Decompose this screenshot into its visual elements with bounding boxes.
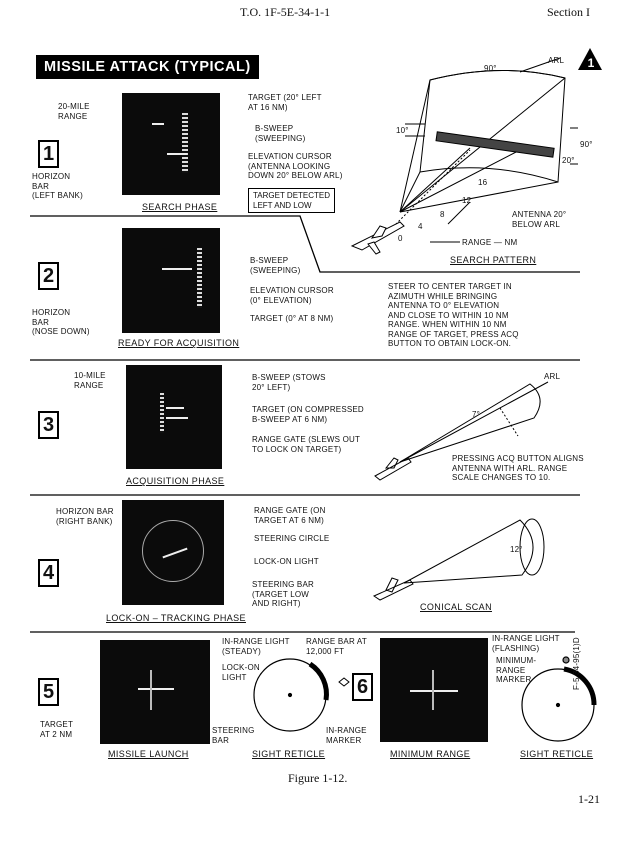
note-ready-acquisition: STEER TO CENTER TARGET IN AZIMUTH WHILE BRINGING ANTENNA TO 0° ELEVATION AND CLOSE TO WITHIN 10 NM RANGE. WHEN WITHIN 10 NM RANGE OF TARGET, PRESS ACQ BUTTON TO OBTAIN LOCK-ON. <box>388 282 519 348</box>
conical-scan-cone <box>374 519 544 600</box>
caption-minimum-range: MINIMUM RANGE <box>390 749 471 759</box>
label-range-gate-3: RANGE GATE (SLEWS OUT TO LOCK ON TARGET) <box>252 435 361 454</box>
doc-number: T.O. 1F-5E-34-1-1 <box>240 5 331 19</box>
label-bsweep-2: B-SWEEP (SWEEPING) <box>250 256 301 275</box>
label-target-3: TARGET (ON COMPRESSED B-SWEEP AT 6 NM) <box>252 405 364 424</box>
radar-screen-6 <box>380 638 488 742</box>
caption-acquisition-phase: ACQUISITION PHASE <box>126 476 225 486</box>
caption-conical-scan: CONICAL SCAN <box>420 602 492 612</box>
label-elevation-cursor-2: ELEVATION CURSOR (0° ELEVATION) <box>250 286 334 305</box>
aircraft-icon-1 <box>352 222 404 254</box>
label-angle-7: 7° <box>472 410 481 419</box>
step-number-4: 4 <box>38 559 59 587</box>
range-tick-4: 4 <box>418 222 423 231</box>
range-tick-0: 0 <box>398 234 403 243</box>
label-antenna-20: ANTENNA 20° BELOW ARL <box>512 210 567 229</box>
radar-screen-2 <box>122 228 220 333</box>
range-tick-12: 12 <box>462 196 472 205</box>
label-10-mile-range: 10-MILE RANGE <box>74 371 106 390</box>
search-pattern-diagram <box>390 58 578 230</box>
step-number-1: 1 <box>38 140 59 168</box>
label-lock-on-light-4: LOCK-ON LIGHT <box>254 557 319 566</box>
label-elevation-cursor-1: ELEVATION CURSOR (ANTENNA LOOKING DOWN 20° BELOW ARL) <box>248 152 343 180</box>
caption-ready-for-acquisition: READY FOR ACQUISITION <box>118 338 240 348</box>
label-range-nm: RANGE — NM <box>462 238 518 247</box>
label-steering-bar-4: STEERING BAR (TARGET LOW AND RIGHT) <box>252 580 314 608</box>
label-range-bar: RANGE BAR AT 12,000 FT <box>306 637 367 656</box>
sight-reticle-5 <box>254 659 326 731</box>
label-arl-3: ARL <box>544 372 561 381</box>
search-angle-top: 90° <box>484 64 497 73</box>
range-tick-16: 16 <box>478 178 488 187</box>
label-horizon-bar-1: HORIZON BAR (LEFT BANK) <box>32 172 83 200</box>
radar-screen-3 <box>126 365 222 469</box>
search-angle-left: 10° <box>396 126 409 135</box>
label-bsweep-3: B-SWEEP (STOWS 20° LEFT) <box>252 373 326 392</box>
radar-screen-4 <box>122 500 224 605</box>
label-target-1: TARGET (20° LEFT AT 16 NM) <box>248 93 322 112</box>
figure-caption: Figure 1-12. <box>288 771 348 785</box>
caption-sight-reticle-6: SIGHT RETICLE <box>520 749 594 759</box>
caption-missile-launch: MISSILE LAUNCH <box>108 749 189 759</box>
step-number-3: 3 <box>38 411 59 439</box>
search-angle-right: 90° <box>580 140 593 149</box>
label-range-gate-4: RANGE GATE (ON TARGET AT 6 NM) <box>254 506 326 525</box>
label-20-mile-range: 20-MILE RANGE <box>58 102 90 121</box>
section-label: Section I <box>547 5 590 19</box>
label-target-2: TARGET (0° AT 8 NM) <box>250 314 334 323</box>
search-arl: ARL <box>548 56 565 65</box>
range-tick-8: 8 <box>440 210 445 219</box>
label-lock-on-light-5: LOCK-ON LIGHT <box>222 663 260 682</box>
label-in-range-light-6: IN-RANGE LIGHT (FLASHING) <box>492 634 560 653</box>
banner-title: MISSILE ATTACK (TYPICAL) <box>36 55 259 79</box>
caption-search-pattern: SEARCH PATTERN <box>450 255 537 265</box>
note-acquisition: PRESSING ACQ BUTTON ALIGNS ANTENNA WITH ARL. RANGE SCALE CHANGES TO 10. <box>452 454 584 482</box>
label-in-range-marker: IN-RANGE MARKER <box>326 726 367 745</box>
caption-search-phase: SEARCH PHASE <box>142 202 218 212</box>
label-horizon-bar-2: HORIZON BAR (NOSE DOWN) <box>32 308 90 336</box>
caption-lock-on-tracking: LOCK-ON – TRACKING PHASE <box>106 613 246 623</box>
search-angle-20: 20° <box>562 156 575 165</box>
caption-sight-reticle-5: SIGHT RETICLE <box>252 749 326 759</box>
target-detected-box: TARGET DETECTED LEFT AND LOW <box>248 188 335 213</box>
label-angle-12: 12° <box>510 545 523 554</box>
label-minimum-range-marker: MINIMUM- RANGE MARKER <box>496 656 537 684</box>
label-target-5: TARGET AT 2 NM <box>40 720 74 739</box>
label-bsweep-1: B-SWEEP (SWEEPING) <box>255 124 306 143</box>
radar-screen-5 <box>100 640 210 744</box>
corner-marker-number: 1 <box>587 56 595 70</box>
page-number: 1-21 <box>578 792 600 806</box>
label-steering-bar-5: STEERING BAR <box>212 726 255 745</box>
step-number-5: 5 <box>38 678 59 706</box>
label-steering-circle: STEERING CIRCLE <box>254 534 330 543</box>
label-in-range-light-5: IN-RANGE LIGHT (STEADY) <box>222 637 290 656</box>
radar-screen-1 <box>122 93 220 195</box>
step-number-6: 6 <box>352 673 373 701</box>
step-number-2: 2 <box>38 262 59 290</box>
side-code: F-5 34-95(1)D <box>572 637 581 690</box>
label-horizon-bar-4: HORIZON BAR (RIGHT BANK) <box>56 507 114 526</box>
